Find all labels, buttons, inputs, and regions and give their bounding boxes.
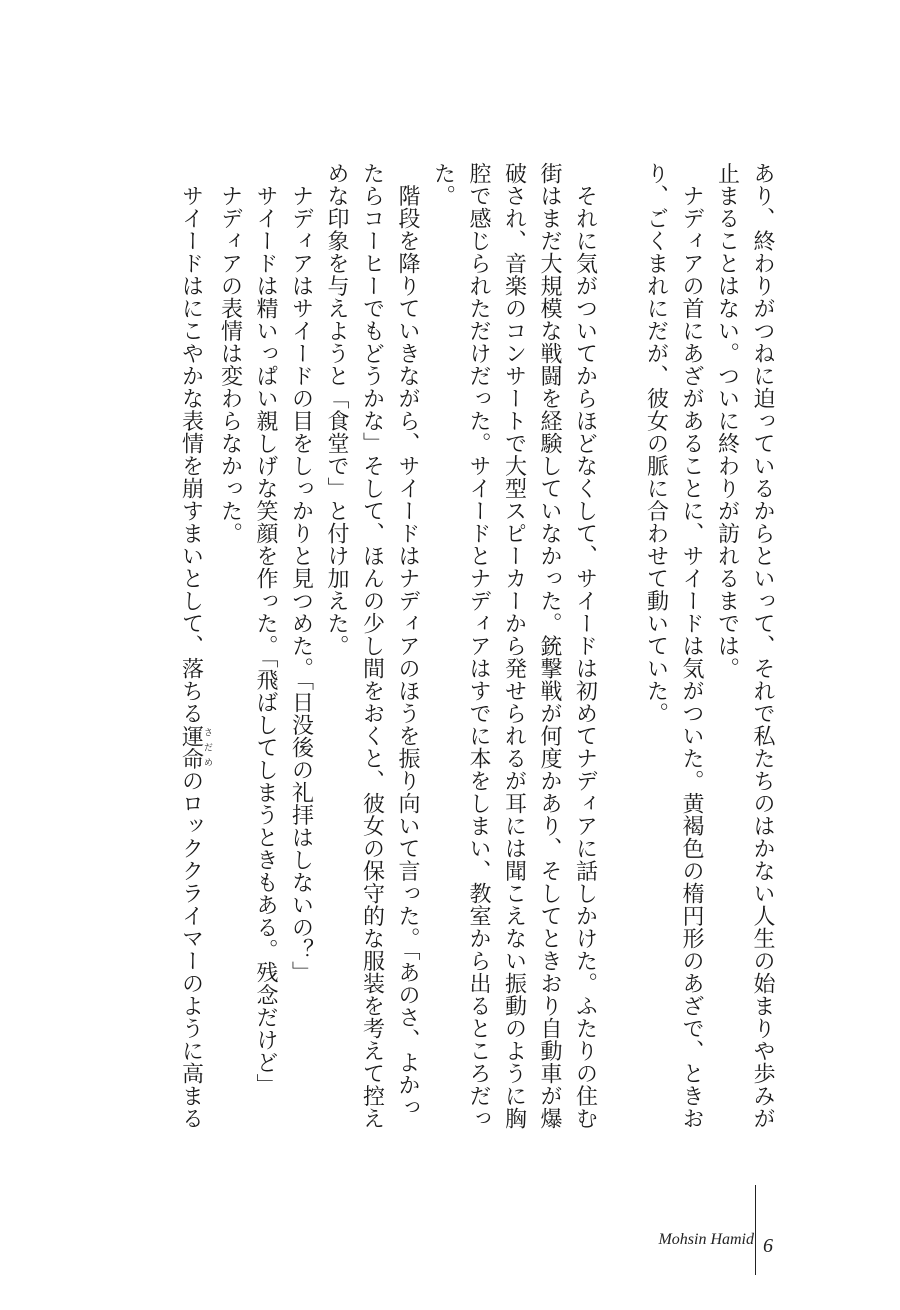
novel-text-block — [115, 162, 780, 1137]
page-number: 6 — [763, 1235, 773, 1257]
paragraph-7: ナディアの表情は変わらなかった。 — [217, 162, 243, 545]
ruby-base: 運命 — [178, 724, 204, 770]
paragraph-5: ナディアはサイードの目をしっかりと見つめた。「日没後の礼拝はしないの？」 — [288, 162, 314, 984]
paragraph-8-start: サイードはにこやかな表情を崩すまいとして、落ちる — [178, 162, 204, 725]
ruby-reading: さだめ — [202, 724, 212, 770]
page-footer — [610, 1185, 810, 1275]
paragraph-3: それに気がついてからほどなくして、サイードは初めてナディアに話しかけた。ふたりの住む街はまだ大規模な戦闘を経験していなかった。銃撃戦が何度かあり、そしてときおり自動車が爆破され、音楽のコンサートで大型スピーカーから発せられるが耳には聞こえない振動のように胸腔で感じられただけだった。サイードとナディアはすでに本をしまい、教室から出るところだった。 — [430, 162, 598, 1130]
footer-author: Mohsin Hamid — [658, 1231, 754, 1248]
section-break — [603, 162, 639, 1137]
paragraph-2: ナディアの首にあざがあることに、サイードは気がついた。黄褐色の楕円形のあざで、ときおり、ごくまれにだが、彼女の脈に合わせて動いていた。 — [643, 162, 704, 1130]
paragraph-6: サイードは精いっぱい親しげな笑顔を作った。「飛ばしてしまうときもある。残念だけど」 — [253, 162, 278, 1096]
ruby-unmei — [178, 724, 212, 770]
footer-divider — [755, 1185, 756, 1275]
paragraph-4: 階段を降りていきながら、サイードはナディアのほうを振り向いて言った。「あのさ、よかったらコーヒーでもどうかな」そして、ほんの少し間をおくと、彼女の保守的な服装を考えて控えめな印象を与えようと「食堂で」と付け加えた。 — [324, 162, 420, 1130]
paragraph-8-end: のロッククライマーのように高まる — [178, 769, 204, 1130]
paragraph-8 — [173, 162, 212, 1137]
paragraph-1: あり、終わりがつねに迫っているからといって、それで私たちのはかない人生の始まりや歩みが止まることはない。ついに終わりが訪れるまでは。 — [714, 162, 775, 1130]
